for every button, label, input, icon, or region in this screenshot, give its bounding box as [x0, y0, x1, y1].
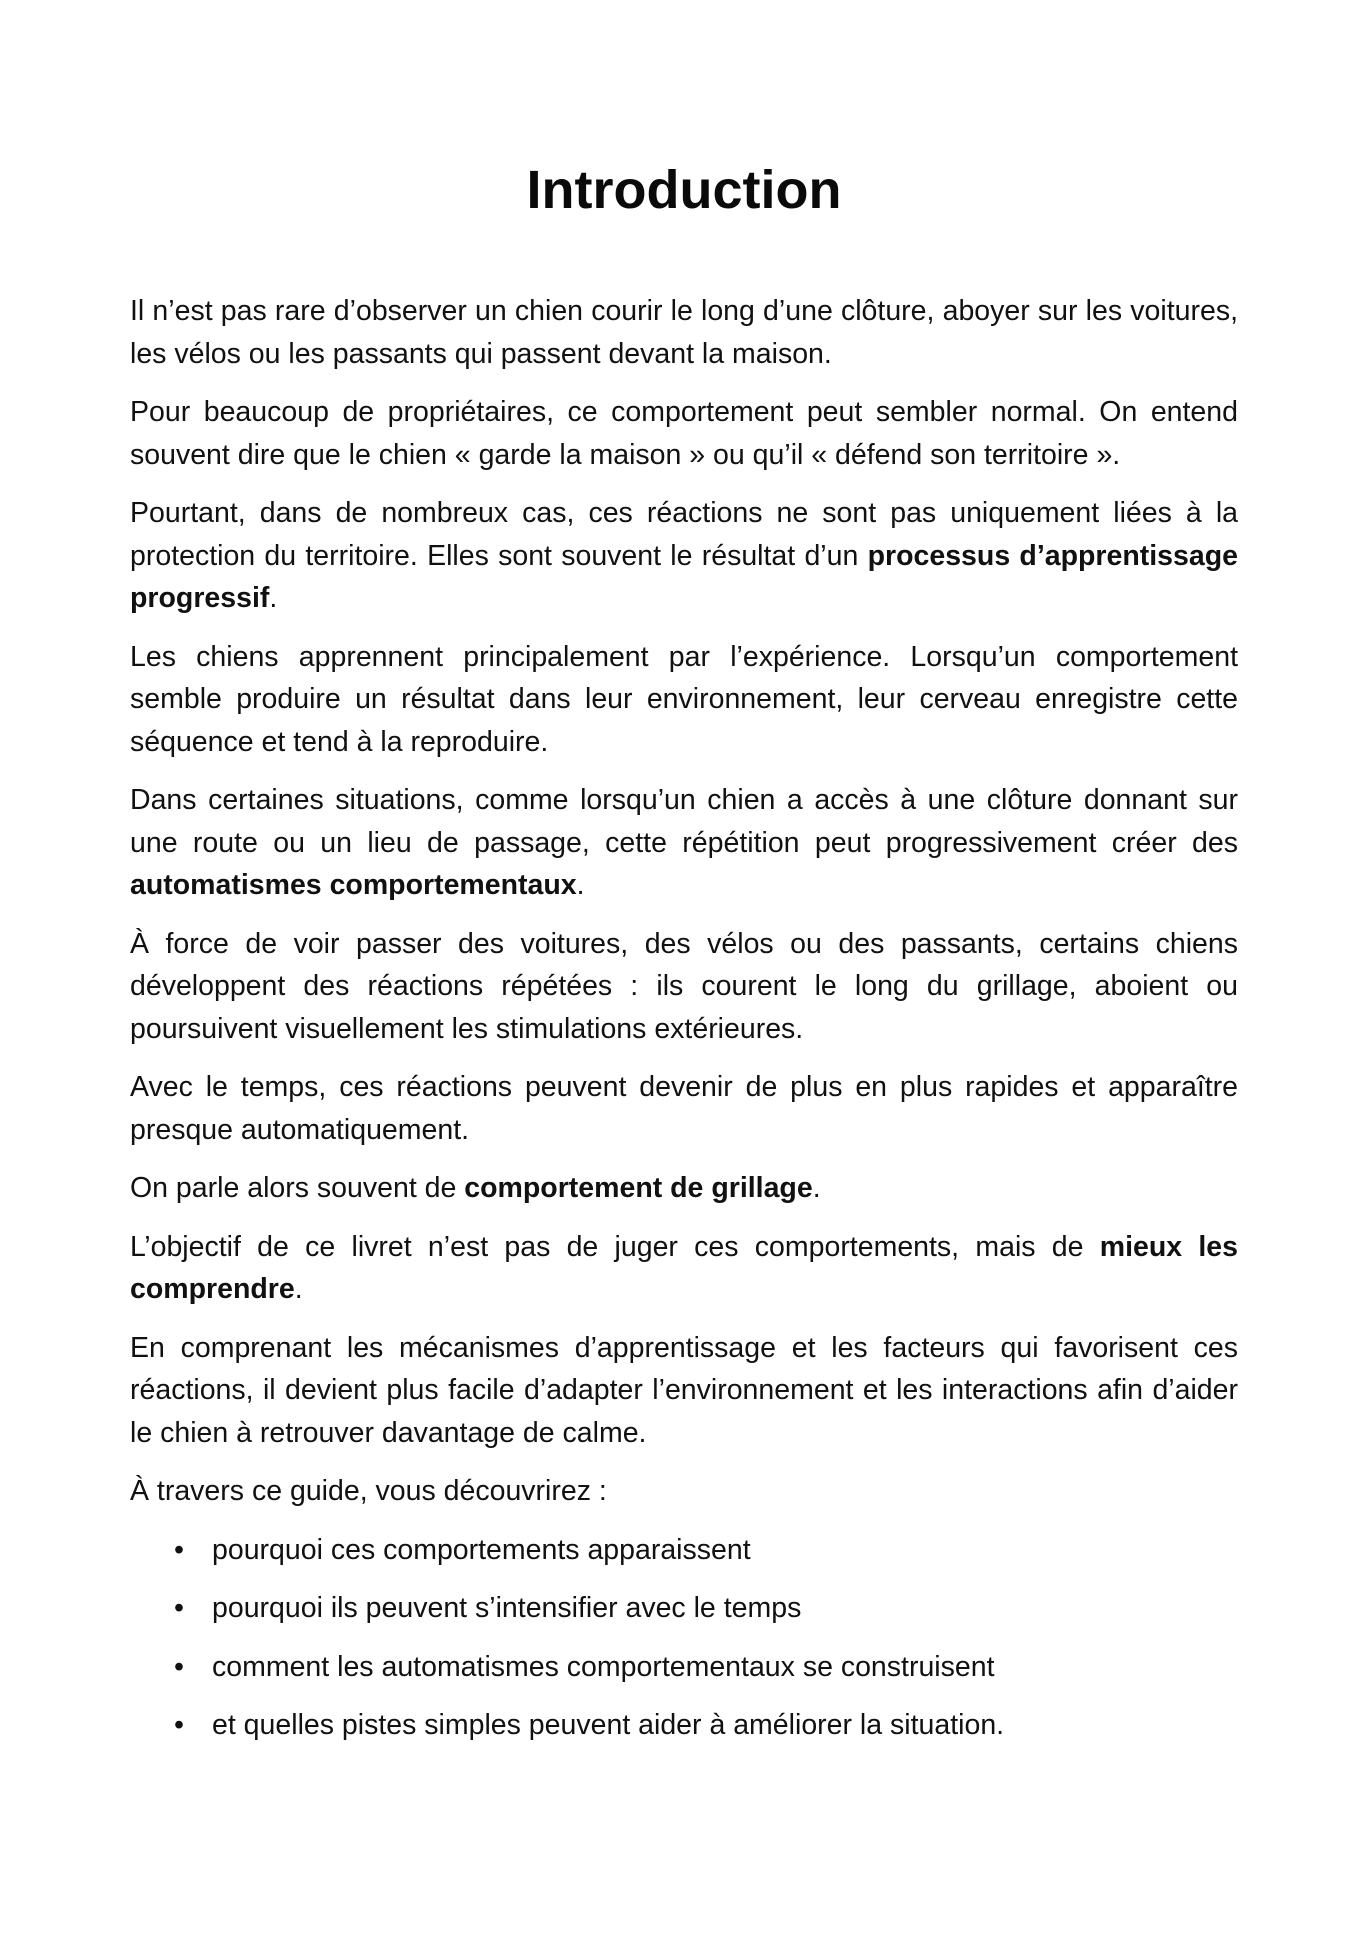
- bullet-icon: •: [174, 1533, 184, 1566]
- paragraph-11: [130, 1470, 1238, 1513]
- bold-phrase: automatismes comportementaux: [130, 869, 577, 901]
- paragraph-text: On parle alors souvent de: [130, 1172, 465, 1204]
- paragraph-2: [130, 391, 1238, 476]
- paragraph-text: À travers ce guide, vous découvrirez :: [130, 1475, 607, 1507]
- paragraph-1: [130, 290, 1238, 375]
- bullet-text: comment les automatismes comportementaux se construisent: [212, 1650, 995, 1683]
- paragraph-6: [130, 923, 1238, 1051]
- paragraph-text: Les chiens apprennent principalement par l’expérience. Lorsqu’un comportement semble produire un résultat dans leur environnement, leur cerveau enregistre cette séquence et tend à la reproduire.: [130, 640, 1238, 758]
- bullet-text: et quelles pistes simples peuvent aider à améliorer la situation.: [212, 1709, 1005, 1741]
- paragraph-text: .: [269, 582, 278, 614]
- bold-phrase: comportement de grillage: [464, 1172, 813, 1204]
- paragraph-text: .: [294, 1273, 303, 1305]
- paragraph-text: Il n’est pas rare d’observer un chien courir le long d’une clôture, aboyer sur les voitures, les vélos ou les passants qui passent devant la maison.: [130, 295, 1238, 370]
- page-title: Introduction: [526, 160, 842, 220]
- paragraph-text: .: [812, 1172, 821, 1204]
- bullet-icon: •: [174, 1709, 184, 1741]
- paragraph-text: Dans certaines situations, comme lorsqu’un chien a accès à une clôture donnant sur une route ou un lieu de passage, cette répétition peut progressivement créer des: [130, 784, 1238, 859]
- bullet-item: [174, 1587, 1238, 1630]
- paragraph-5: [130, 779, 1238, 907]
- document-body: [130, 290, 1238, 1747]
- paragraph-10: [130, 1327, 1238, 1455]
- paragraph-text: En comprenant les mécanismes d’apprentissage et les facteurs qui favorisent ces réactions, il devient plus facile d’adapter l’environnement et les interactions afin d’aider le chien à retrouver davantage de calme.: [130, 1331, 1238, 1449]
- paragraph-8: [130, 1167, 1238, 1210]
- bullet-list: [130, 1529, 1238, 1747]
- bullet-item: [174, 1529, 1238, 1572]
- bullet-icon: •: [174, 1592, 184, 1624]
- bullet-item: [174, 1704, 1238, 1747]
- paragraph-4: [130, 636, 1238, 764]
- paragraph-text: L’objectif de ce livret n’est pas de juger ces comportements, mais de: [130, 1230, 1100, 1263]
- paragraph-text: Pour beaucoup de propriétaires, ce comportement peut sembler normal. On entend souvent dire que le chien « garde la maison » ou qu’il « défend son territoire ».: [130, 396, 1238, 471]
- bold-phrase: mieux les comprendre: [130, 1230, 1238, 1305]
- paragraph-3: [130, 492, 1238, 620]
- paragraph-text: .: [576, 869, 585, 901]
- document-page: [130, 150, 1238, 1763]
- bullet-text: pourquoi ces comportements apparaissent: [212, 1533, 751, 1566]
- bullet-text: pourquoi ils peuvent s’intensifier avec le temps: [212, 1592, 802, 1624]
- paragraph-9: [130, 1226, 1238, 1311]
- paragraph-text: Pourtant, dans de nombreux cas, ces réactions ne sont pas uniquement liées à la protection du territoire. Elles sont souvent le résultat d’un: [130, 497, 1238, 572]
- bullet-icon: •: [174, 1650, 184, 1683]
- paragraph-7: [130, 1066, 1238, 1151]
- bullet-item: [174, 1646, 1238, 1689]
- bold-phrase: processus d’apprentissage progressif: [130, 539, 1238, 614]
- paragraph-text: À force de voir passer des voitures, des vélos ou des passants, certains chiens développent des réactions répétées : ils courent le long du grillage, aboient ou poursuivent visuellement les stimulations extérieures.: [130, 927, 1238, 1045]
- paragraph-text: Avec le temps, ces réactions peuvent devenir de plus en plus rapides et apparaître presque automatiquement.: [130, 1071, 1238, 1146]
